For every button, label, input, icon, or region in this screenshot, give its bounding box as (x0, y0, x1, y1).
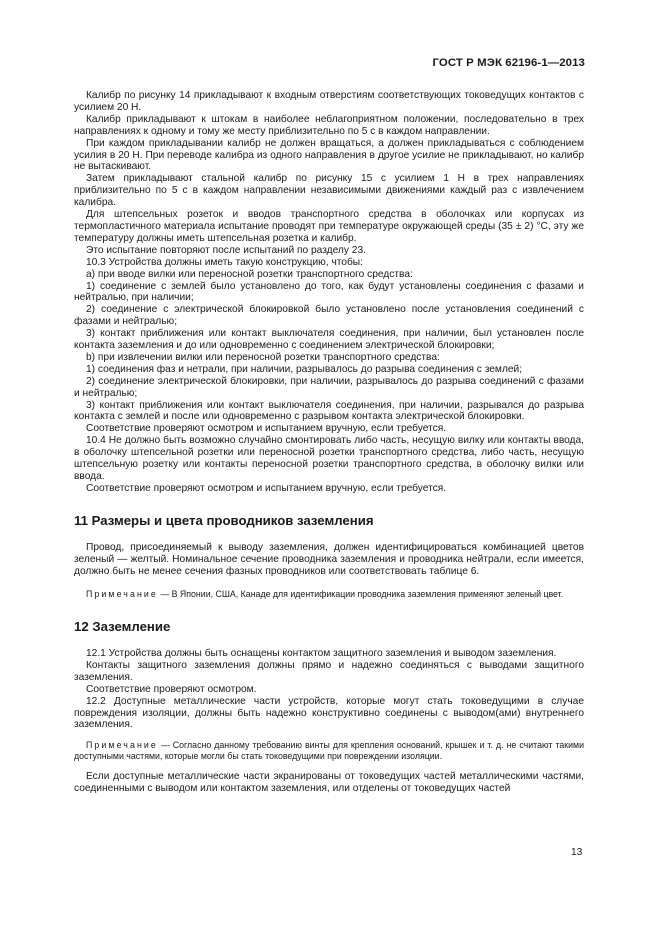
note (74, 589, 584, 600)
list-item: 3) контакт приближения или контакт выключателя соединения, при наличии, был установлен после контакта заземления и до или одновременно с соединением электрической блокировки; (74, 328, 584, 352)
list-item: 1) соединения фаз и нетрали, при наличии, разрывалось до разрыва соединения с землей; (86, 363, 523, 375)
paragraph: Соответствие проверяют осмотром. (86, 683, 257, 695)
clause-10-4: 10.4 Не должно быть возможно случайно смонтировать либо часть, несущую вилку или контакты ввода, в оболочку штепсельной розетки или переносной розетки транспортного средства, либо часть, несущую штепсельную розетку или контакты переносной розетки транспортного средства, в оболочку вилки или ввода. (74, 435, 584, 482)
paragraph: Калибр прикладывают к штокам в наиболее неблагоприятном положении, последовательно в трех направлениях к одному и тому же месту приблизительно по 5 с в каждом направлении. (74, 113, 584, 137)
list-item: 2) соединение с электрической блокировкой было установлено после установления соединений с фазами и нейтралью; (74, 304, 584, 328)
note-label: Примечание (86, 588, 158, 599)
list-item: 1) соединение с землей было установлено до того, как будут установлены соединения с фазами и нейтралью, при наличии; (74, 280, 584, 304)
list-item: а) при вводе вилки или переносной розетки транспортного средства: (86, 268, 413, 280)
clause-10-3: 10.3 Устройства должны иметь такую конструкцию, чтобы: (86, 256, 363, 268)
paragraph: Калибр по рисунку 14 прикладывают к входным отверстиям соответствующих токоведущих контактов с усилием 20 Н. (74, 90, 584, 113)
paragraph: При каждом прикладывании калибр не должен вращаться, а должен прикладываться с соблюдением усилия в 20 Н. При переводе калибра из одного направления в другое усилие не прикладывают, но калибр не вытаскивают. (74, 137, 584, 173)
clause-12-2: 12.2 Доступные металлические части устройств, которые могут стать токоведущими в случае повреждения изоляции, должны быть надежно конструктивно соединены с выводом(ами) внутреннего заземления. (74, 695, 584, 731)
clause-12-1: 12.1 Устройства должны быть оснащены контактом защитного заземления и выводом заземления. (86, 648, 557, 660)
list-item: b) при извлечении вилки или переносной розетки транспортного средства: (86, 351, 440, 363)
paragraph: Контакты защитного заземления должны прямо и надежно соединяться с выводами защитного заземления. (74, 659, 584, 683)
page-number: 13 (571, 847, 583, 858)
list-item: 3) контакт приближения или контакт выключателя соединения, при наличии, разрывался до разрыва контакта с землей и после или одновременно с разрывом контакта электрической блокировки. (74, 399, 584, 423)
list-item: 2) соединение электрической блокировки, при наличии, разрывалось до разрыва соединений с фазами и нейтралью; (74, 375, 584, 399)
paragraph: Для штепсельных розеток и вводов транспортного средства в оболочках или корпусах из термопластичного материала испытание проводят при температуре окружающей среды (35 ± 2) °С, эту же температуру должны иметь штепсельная розетка и калибр. (74, 209, 584, 244)
note (74, 740, 584, 761)
paragraph: Соответствие проверяют осмотром и испытанием вручную, если требуется. (86, 423, 447, 435)
document-header-code: ГОСТ Р МЭК 62196-1—2013 (432, 57, 585, 69)
paragraph: Соответствие проверяют осмотром и испытанием вручную, если требуется. (86, 482, 447, 494)
note-text: — В Японии, США, Канаде для идентификации проводника заземления применяют зеленый цвет. (157, 588, 564, 599)
note-text: — Согласно данному требованию винты для крепления оснований, крышек и т. д. не считают такими доступными частями, которые могли бы стать токоведущими при повреждении изоляции. (74, 740, 584, 761)
page-content (74, 90, 584, 795)
paragraph: Это испытание повторяют после испытаний по разделу 23. (86, 244, 366, 256)
paragraph: Затем прикладывают стальной калибр по рисунку 15 с усилием 1 Н в трех направлениях приблизительно по 5 с в каждом направлении независимыми движениями каждый раз с извлечением калибра. (74, 173, 584, 209)
section-11-title: 11 Размеры и цвета проводников заземления (74, 512, 374, 528)
paragraph: Если доступные металлические части экранированы от токоведущих частей металлическими частями, соединенными с выводом или контактом заземления, или отделены от токоведущих частей (74, 771, 584, 795)
paragraph: Провод, присоединяемый к выводу заземления, должен идентифицироваться комбинацией цветов зеленый — желтый. Номинальное сечение проводника заземления и проводника нейтрали, если имеется, должно быть не менее сечения фазных проводников или соответствовать таблице 6. (74, 541, 584, 577)
section-12-title: 12 Заземление (74, 619, 171, 635)
note-label: Примечание (86, 740, 158, 751)
